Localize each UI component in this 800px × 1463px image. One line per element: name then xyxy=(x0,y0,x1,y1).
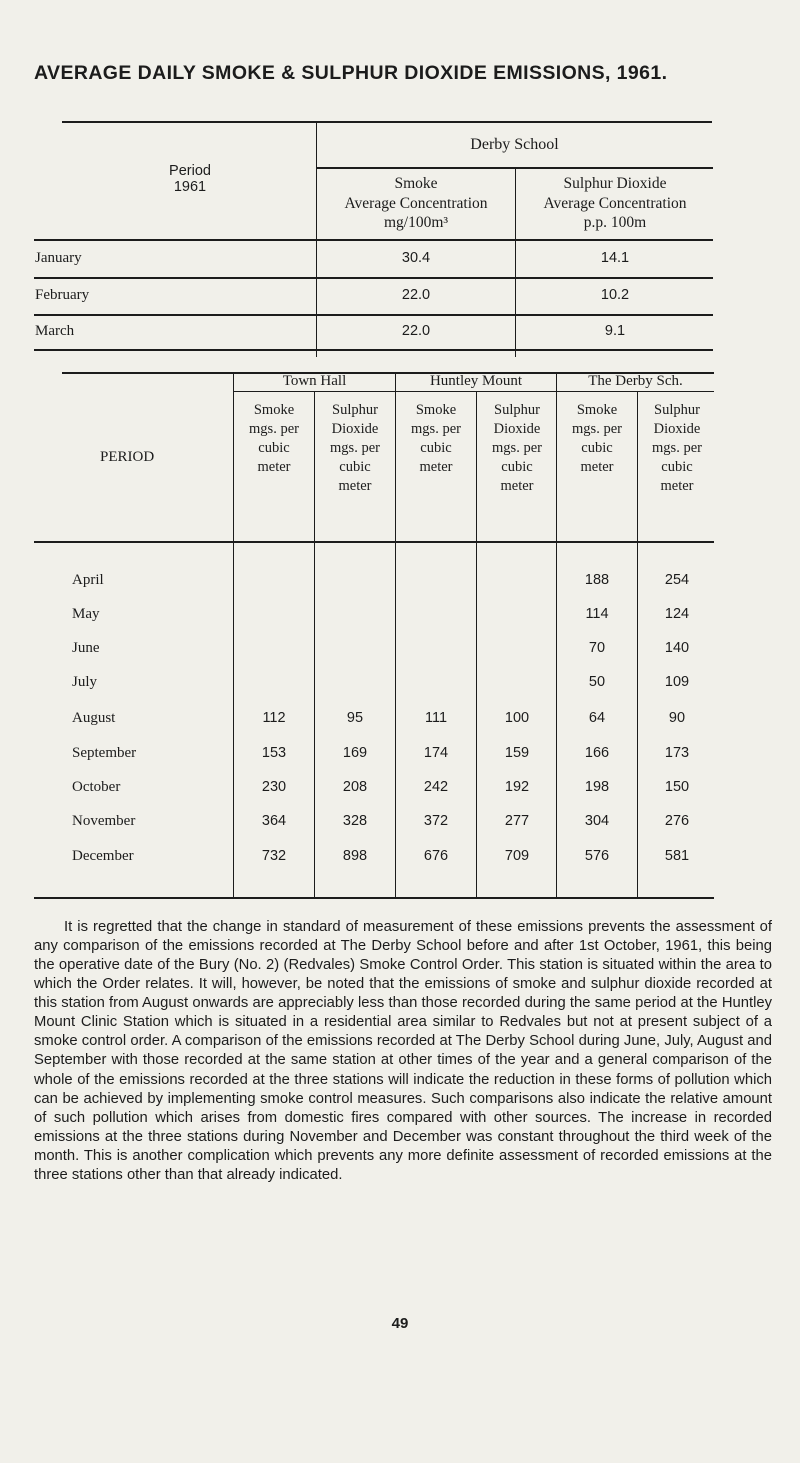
table2-cell: 188 xyxy=(584,572,610,588)
table2-cell: 90 xyxy=(668,710,686,726)
table1-row-rule xyxy=(34,239,713,241)
table2-cell: 169 xyxy=(342,745,368,761)
table2-cell: 254 xyxy=(664,572,690,588)
table2-cell: 174 xyxy=(423,745,449,761)
table2-bottom-rule xyxy=(34,897,714,899)
table2-cell: 676 xyxy=(423,848,449,864)
table2-cell: 277 xyxy=(504,813,530,829)
table2-row-label: June xyxy=(72,640,100,656)
table2-cell: 242 xyxy=(423,779,449,795)
table1-cell: 22.0 xyxy=(401,287,431,303)
table2-cell: 304 xyxy=(584,813,610,829)
table2-row-label: December xyxy=(72,848,134,864)
table2-so2-header: Sulphur Dioxide mgs. per cubic meter xyxy=(492,402,542,494)
table1-row-label: January xyxy=(35,250,82,266)
table1-row-rule xyxy=(34,314,713,316)
table2-period-header: PERIOD xyxy=(100,449,155,465)
table2-station-header: Town Hall xyxy=(282,373,347,389)
table2-smoke-header: Smoke mgs. per cubic meter xyxy=(572,402,622,475)
table2-row-label: July xyxy=(72,674,98,690)
table1-cell: 30.4 xyxy=(401,250,431,266)
table2-row-label: November xyxy=(72,813,136,829)
table2-cell: 100 xyxy=(504,710,530,726)
table2-so2-header: Sulphur Dioxide mgs. per cubic meter xyxy=(330,402,380,494)
table2-cell: 140 xyxy=(664,640,690,656)
table2-cell: 124 xyxy=(664,606,690,622)
table2-cell: 95 xyxy=(346,710,364,726)
table2-so2-header: Sulphur Dioxide mgs. per cubic meter xyxy=(652,402,702,494)
table2-cell: 173 xyxy=(664,745,690,761)
table2-subheader-rule xyxy=(234,391,714,392)
table2-cell: 576 xyxy=(584,848,610,864)
table2-cell: 50 xyxy=(588,674,606,690)
table2-smoke-header: Smoke mgs. per cubic meter xyxy=(249,402,299,475)
table1-station-header: Derby School xyxy=(470,136,559,153)
table2-header-rule xyxy=(34,541,714,543)
page-title: AVERAGE DAILY SMOKE & SULPHUR DIOXIDE EMISSIONS, 1961. xyxy=(34,62,668,84)
table2-cell: 166 xyxy=(584,745,610,761)
table2-cell: 328 xyxy=(342,813,368,829)
table2-cell: 150 xyxy=(664,779,690,795)
table2-cell: 114 xyxy=(585,606,609,622)
table2-row-label: May xyxy=(72,606,100,622)
table2-cell: 709 xyxy=(504,848,530,864)
table2-cell: 230 xyxy=(261,779,287,795)
table1-period-header: Period 1961 xyxy=(169,163,211,195)
table2-cell: 198 xyxy=(584,779,610,795)
table1-smoke-header: Smoke Average Concentration mg/100m³ xyxy=(344,175,488,231)
table2-row-label: September xyxy=(72,745,137,761)
table2-row-label: October xyxy=(72,779,121,795)
table2-cell: 109 xyxy=(664,674,690,690)
table1-row-label: March xyxy=(35,323,75,339)
page-number: 49 xyxy=(391,1315,409,1332)
table1-row-rule xyxy=(34,277,713,279)
table2-station-header: Huntley Mount xyxy=(429,373,523,389)
table1-cell: 22.0 xyxy=(401,323,431,339)
table1-cell: 10.2 xyxy=(600,287,630,303)
table2-cell: 159 xyxy=(504,745,530,761)
table2-cell: 364 xyxy=(261,813,287,829)
table2-row-label: April xyxy=(72,572,104,588)
table2-cell: 581 xyxy=(664,848,690,864)
table2-cell: 70 xyxy=(588,640,606,656)
table2-cell: 64 xyxy=(588,710,606,726)
table1-row-label: February xyxy=(35,287,90,303)
table2-cell: 192 xyxy=(504,779,530,795)
table1-cell: 14.1 xyxy=(600,250,630,266)
table2-cell: 898 xyxy=(342,848,368,864)
table1-top-rule xyxy=(62,121,712,123)
table2-cell: 112 xyxy=(262,710,286,726)
table1-bottom-rule xyxy=(34,349,713,351)
commentary-paragraph: It is regretted that the change in standard of measurement of these emissions prevents the assessment of any comparison of the emissions recorded at The Derby School before and after 1st October, 1961, this being the operative date of the Bury (No. 2) (Redvales) Smoke Control Order. This station is situated within the area to which the Order relates. It will, however, be noted that the emissions of smoke and sulphur dioxide recorded at this station from August onwards are appreciably less than those recorded during the same period at the Huntley Mount Clinic Station which is situated in a residential area similar to Redvales but not at present subject of a smoke control order. A comparison of the emissions recorded at The Derby School during June, July, August and September with those recorded at the same station at other times of the year and a general comparison of the whole of the emissions recorded at the three stations will indicate the reduction in these forms of pollution which can be achieved by implementing smoke control measures. Such comparisons also indicate the relative amount of such pollution which arises from domestic fires compared with other sources. The increase in recorded emissions at the three stations during November and December was constant throughout the third week of the month. This is another complication which prevents any more definite assessment of recorded emissions at the three stations other than that already indicated. xyxy=(34,918,772,1184)
table2-smoke-header: Smoke mgs. per cubic meter xyxy=(411,402,461,475)
table2-station-header: The Derby Sch. xyxy=(588,373,683,389)
table2-cell: 111 xyxy=(424,710,448,726)
table2-cell: 372 xyxy=(423,813,449,829)
table1-cell: 9.1 xyxy=(604,323,626,339)
table1-so2-header: Sulphur Dioxide Average Concentration p.p. 100m xyxy=(543,175,687,231)
table2-cell: 732 xyxy=(261,848,287,864)
table2-cell: 276 xyxy=(664,813,690,829)
table2-cell: 153 xyxy=(261,745,287,761)
table2-cell: 208 xyxy=(342,779,368,795)
table2-row-label: August xyxy=(72,710,116,726)
